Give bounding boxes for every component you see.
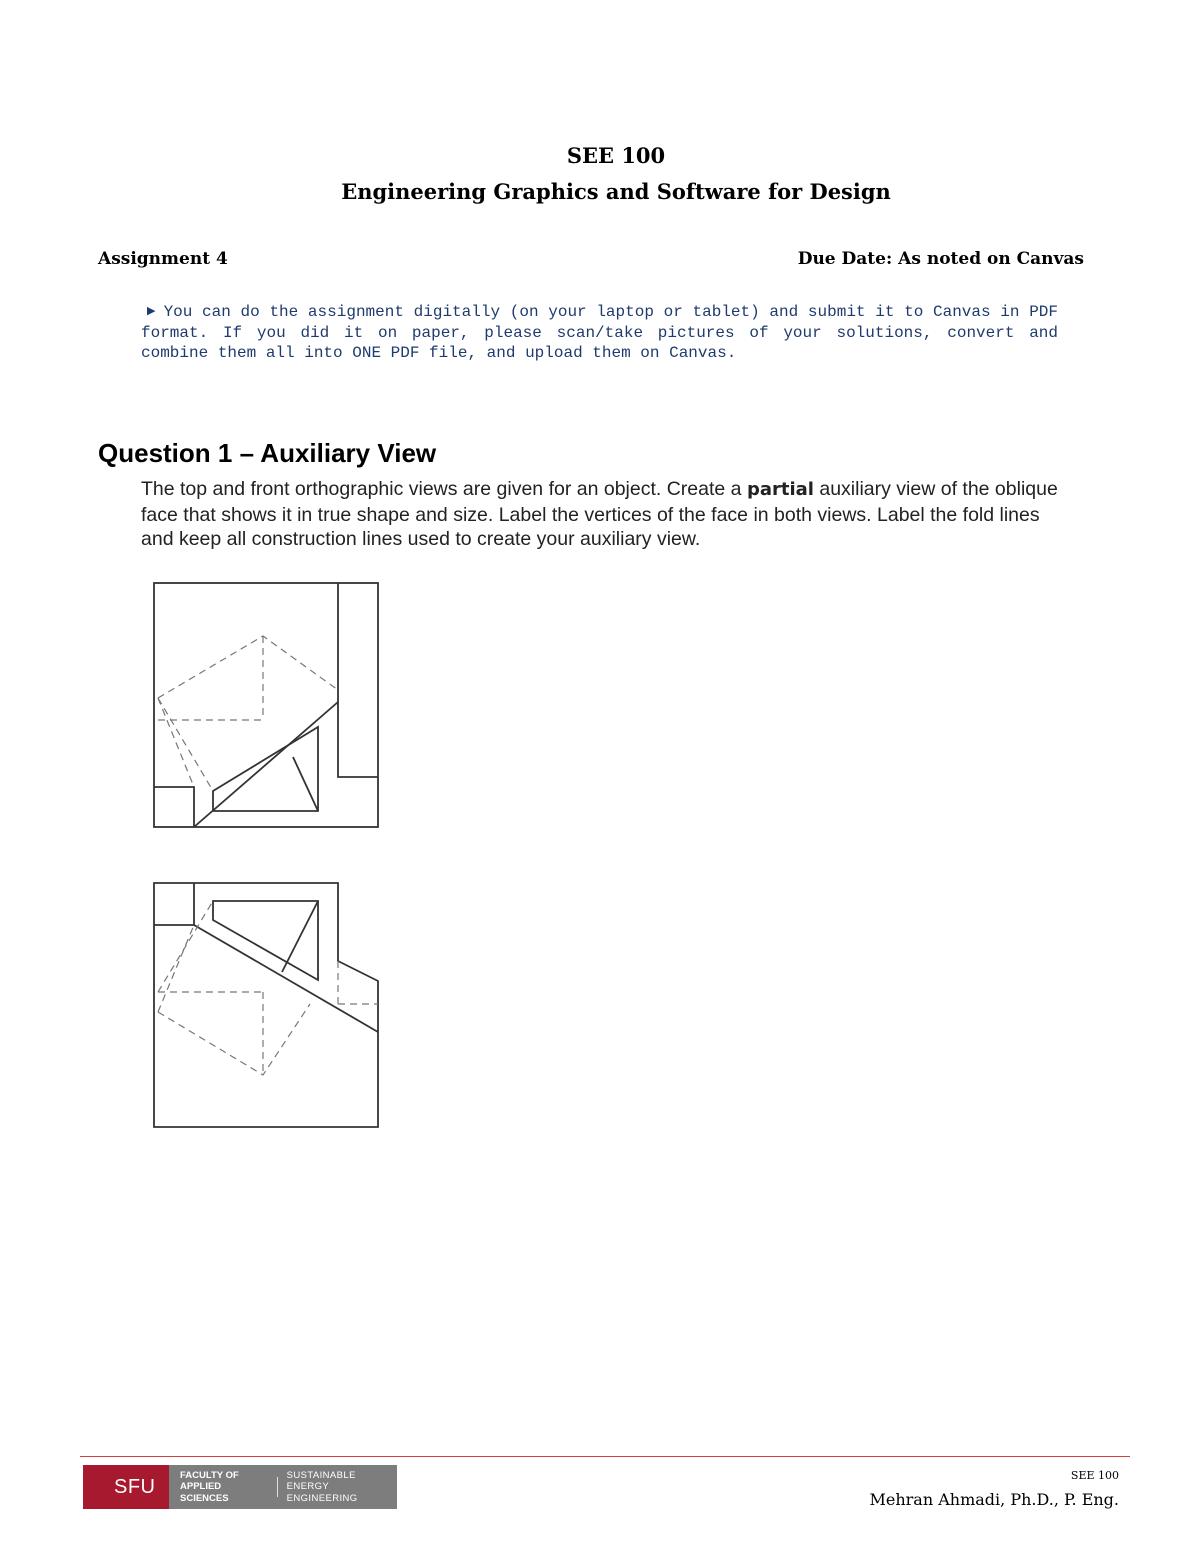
logo-program-line1: SUSTAINABLE — [286, 1469, 356, 1481]
front-view-corner-block — [154, 883, 194, 925]
top-view-outline — [154, 583, 378, 827]
front-view-hidden-left-b — [158, 925, 194, 1012]
front-view-oblique-edge — [194, 925, 378, 1032]
due-date: Due Date: As noted on Canvas — [797, 249, 1084, 269]
logo-red-block — [83, 1465, 169, 1509]
triangle-right-icon: ▶ — [147, 306, 156, 318]
course-title: Engineering Graphics and Software for Design — [341, 179, 891, 204]
sfu-logo — [83, 1465, 397, 1509]
logo-separator — [277, 1477, 278, 1497]
top-view-oblique-face — [213, 727, 318, 811]
top-view-corner-block — [154, 787, 194, 827]
footer-author: Mehran Ahmadi, Ph.D., P. Eng. — [869, 1490, 1119, 1509]
logo-faculty-line1: FACULTY OF — [180, 1469, 239, 1481]
question-1-heading: Question 1 – Auxiliary View — [98, 438, 437, 468]
top-view-hidden-upper — [158, 636, 338, 698]
question-1-text-before: The top and front orthographic views are given for an object. Create a — [141, 478, 747, 500]
front-view-drawing — [150, 880, 382, 1130]
instructions-paragraph — [141, 302, 1058, 364]
footer-divider — [80, 1456, 1130, 1457]
question-1-emphasis: partial — [746, 479, 814, 500]
logo-gray-block — [169, 1465, 397, 1509]
course-code: SEE 100 — [566, 143, 666, 168]
logo-program — [287, 1470, 397, 1505]
front-view-outline — [154, 883, 378, 1127]
logo-faculty-line2: APPLIED SCIENCES — [180, 1481, 229, 1504]
top-view-face-diagonal — [293, 757, 318, 811]
logo-sfu-text: SFU — [114, 1475, 156, 1498]
top-view-drawing — [150, 580, 382, 830]
question-1-text-after: auxiliary view of the oblique face that shows it in true shape and size. Label the vertices of the face in both views. Label the fold lines and keep all construction lines used to create your auxiliary view. — [141, 478, 1058, 550]
front-view-hidden-left-a — [158, 901, 213, 992]
footer-course-code: SEE 100 — [1070, 1469, 1119, 1482]
logo-faculty — [180, 1470, 268, 1505]
top-view-right-slot — [338, 583, 378, 777]
instructions-text: You can do the assignment digitally (on your laptop or tablet) and submit it to Canvas in PDF format. If you did it on paper, please scan/take pictures of your solutions, convert and combine them all into ONE PDF file, and upload them on Canvas. — [141, 303, 1058, 362]
question-1-body — [141, 477, 1061, 552]
front-view-hidden-lower — [158, 1004, 310, 1075]
front-view-oblique-face — [213, 901, 318, 980]
front-view-face-diagonal — [282, 901, 318, 972]
assignment-label: Assignment 4 — [98, 249, 228, 269]
logo-program-line2: ENERGY ENGINEERING — [286, 1481, 358, 1504]
top-view-hidden-left-a — [158, 698, 194, 787]
top-view-hidden-left-b — [158, 698, 213, 791]
